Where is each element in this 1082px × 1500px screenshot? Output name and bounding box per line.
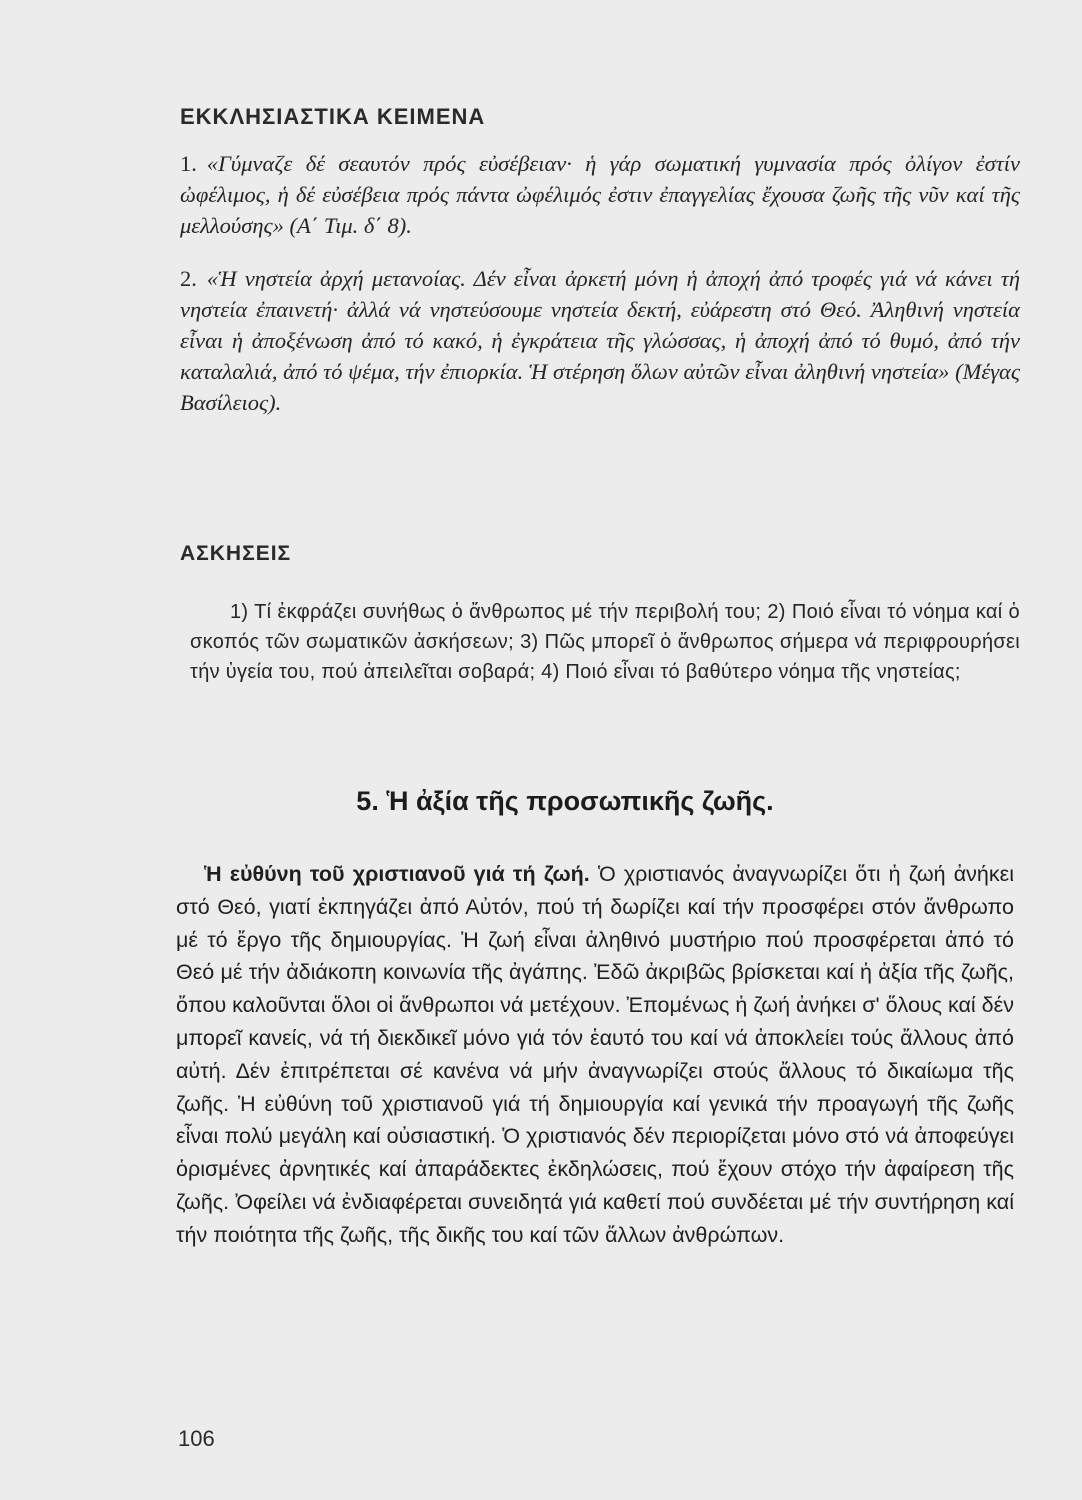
quote-number: 2. <box>180 266 197 291</box>
chapter-title: 5. Ἡ ἀξία τῆς προσωπικῆς ζωῆς. <box>356 786 774 816</box>
quote-number: 1. <box>180 151 197 176</box>
section-title-church-texts: ΕΚΚΛΗΣΙΑΣΤΙΚΑ ΚΕΙΜΕΝΑ <box>180 104 486 129</box>
page-number: 106 <box>178 1426 215 1451</box>
quote-2 <box>180 263 1020 418</box>
paragraph-lead: Ἡ εὐθύνη τοῦ χριστιανοῦ γιά τή ζωή. <box>204 862 590 886</box>
quote-1 <box>180 148 1020 241</box>
exercises-title: ΑΣΚΗΣΕΙΣ <box>180 542 292 565</box>
quote-text: «Ἡ νηστεία ἀρχή μετανοίας. Δέν εἶναι ἀρκετή μόνη ἡ ἀποχή ἀπό τροφές γιά νά κάνει τή νηστεία ἐπαινετή· ἀλλά νά νηστεύσουμε νηστεία δεκτή, εὐάρεστη στό Θεό. Ἀληθινή νηστεία εἶναι ἡ ἀποξένωση ἀπό τό κακό, ἡ ἐγκράτεια τῆς γλώσσας, ἡ ἀποχή ἀπό τό θυμό, ἀπό τήν καταλαλιά, ἀπό τό ψέμα, τήν ἐπιορκία. Ἡ στέρηση ὅλων αὐτῶν εἶναι ἀληθινή νηστεία» (Μέγας Βασίλειος). <box>180 266 1020 415</box>
exercises-text: 1) Τί ἐκφράζει συνήθως ὁ ἄνθρωπος μέ τήν περιβολή του; 2) Ποιό εἶναι τό νόημα καί ὁ σκοπός τῶν σωματικῶν ἀσκήσεων; 3) Πῶς μπορεῖ ὁ ἄνθρωπος σήμερα νά περιφρουρήσει τήν ὑγεία του, πού ἀπειλεῖται σοβαρά; 4) Ποιό εἶναι τό βαθύτερο νόημα τῆς νηστείας; <box>190 601 1020 683</box>
paragraph-text: Ὁ χριστιανός ἀναγνωρίζει ὅτι ἡ ζωή ἀνήκει στό Θεό, γιατί ἐκπηγάζει ἀπό Αὐτόν, πού τή δωρίζει καί τήν προσφέρει στόν ἄνθρωπο μέ τό ἔργο τῆς δημιουργίας. Ἡ ζωή εἶναι ἀληθινό μυστήριο πού προσφέρεται ἀπό τό Θεό μέ τήν ἀδιάκοπη κοινωνία τῆς ἀγάπης. Ἐδῶ ἀκριβῶς βρίσκεται καί ἡ ἀξία τῆς ζωῆς, ὅπου καλοῦνται ὅλοι οἱ ἄνθρωποι νά μετέχουν. Ἐπομένως ἡ ζωή ἀνήκει σ' ὅλους καί δέν μπορεῖ κανείς, νά τή διεκδικεῖ μόνο γιά τόν ἑαυτό του καί νά ἀποκλείει τούς ἄλλους ἀπό αὐτή. Δέν ἐπιτρέπεται σέ κανένα νά μήν ἀναγνωρίζει στούς ἄλλους τό δικαίωμα τῆς ζωῆς. Ἡ εὐθύνη τοῦ χριστιανοῦ γιά τή δημιουργία καί γενικά τήν προαγωγή τῆς ζωῆς εἶναι πολύ μεγάλη καί οὐσιαστική. Ὁ χριστιανός δέν περιορίζεται μόνο στό νά ἀποφεύγει ὁρισμένες ἀρνητικές καί ἀπαράδεκτες ἐκδηλώσεις, πού ἔχουν στόχο τήν ἀφαίρεση τῆς ζωῆς. Ὀφείλει νά ἐνδιαφέρεται συνειδητά γιά καθετί πού συνδέεται μέ τήν συντήρηση καί τήν ποιότητα τῆς ζωῆς, τῆς δικῆς του καί τῶν ἄλλων ἀνθρώπων. <box>176 862 1014 1247</box>
body-paragraph <box>176 858 1014 1252</box>
quote-text: «Γύμναζε δέ σεαυτόν πρός εὐσέβειαν· ἡ γάρ σωματική γυμνασία πρός ὀλίγον ἐστίν ὠφέλιμος, ἡ δέ εὐσέβεια πρός πάντα ὠφέλιμός ἐστιν ἐπαγγελίας ἔχουσα ζωῆς τῆς νῦν καί τῆς μελλούσης» (Α΄ Τιμ. δ΄ 8). <box>180 151 1020 238</box>
